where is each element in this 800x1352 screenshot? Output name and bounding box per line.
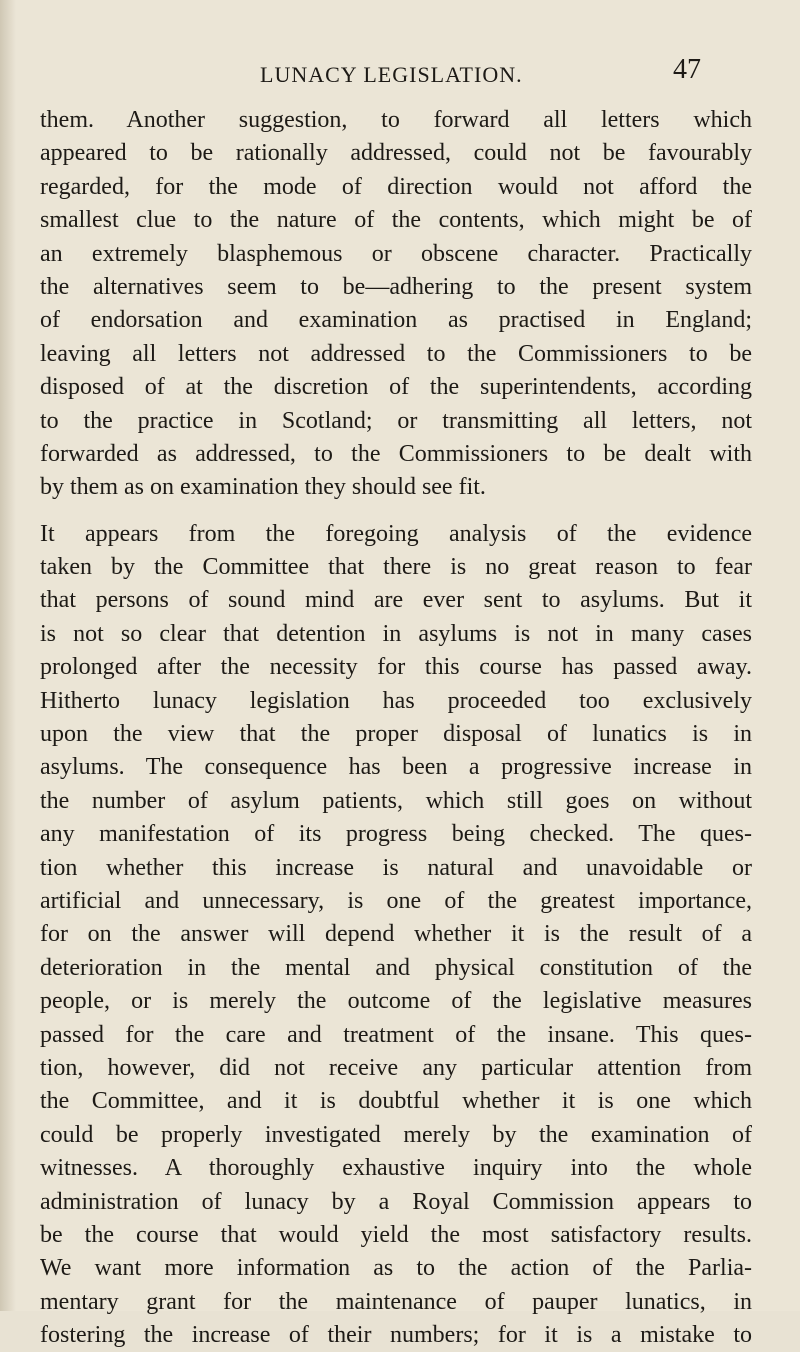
text-line: taken by the Committee that there is no great reason to fear [40, 554, 752, 581]
text-line: people, or is merely the outcome of the legislative measures [40, 988, 752, 1015]
paragraph-2 [40, 518, 752, 1352]
text-line: mentary grant for the maintenance of pauper lunatics, in [40, 1288, 752, 1315]
text-line: the alternatives seem to be—adhering to the present system [40, 273, 752, 300]
text-line: of endorsation and examination as practised in England; [40, 307, 752, 334]
page-number: 47 [673, 54, 701, 85]
text-line: tion whether this increase is natural and unavoidable or [40, 854, 752, 881]
text-line: forwarded as addressed, to the Commissioners to be dealt with [40, 440, 752, 467]
text-line: Hitherto lunacy legislation has proceeded too exclusively [40, 687, 752, 714]
paragraph-1 [40, 104, 752, 505]
text-line: appeared to be rationally addressed, could not be favourably [40, 140, 752, 167]
text-line: is not so clear that detention in asylums is not in many cases [40, 620, 752, 647]
text-line: leaving all letters not addressed to the Commissioners to be [40, 340, 752, 367]
text-line: deterioration in the mental and physical constitution of the [40, 954, 752, 981]
text-line: upon the view that the proper disposal of lunatics is in [40, 721, 752, 748]
body-text [40, 104, 752, 1352]
text-line: regarded, for the mode of direction would not afford the [40, 173, 752, 200]
text-line: We want more information as to the action of the Parlia- [40, 1255, 752, 1282]
text-line: fostering the increase of their numbers; for it is a mistake to [40, 1322, 752, 1349]
text-line: them. Another suggestion, to forward all letters which [40, 107, 752, 133]
text-line: for on the answer will depend whether it is the result of a [40, 921, 752, 948]
text-line: tion, however, did not receive any particular attention from [40, 1054, 752, 1081]
text-line: administration of lunacy by a Royal Commission appears to [40, 1188, 752, 1215]
text-line: passed for the care and treatment of the insane. This ques- [40, 1021, 752, 1048]
text-line: asylums. The consequence has been a progressive increase in [40, 754, 752, 781]
text-line: It appears from the foregoing analysis of the evidence [40, 520, 752, 547]
text-line: any manifestation of its progress being checked. The ques- [40, 821, 752, 848]
text-line: by them as on examination they should see fit. [40, 474, 486, 501]
text-line: that persons of sound mind are ever sent to asylums. But it [40, 587, 752, 614]
text-line: prolonged after the necessity for this course has passed away. [40, 654, 752, 681]
page-gutter-shadow [0, 0, 16, 1311]
paragraph-gap [40, 505, 752, 518]
text-line: an extremely blasphemous or obscene character. Practically [40, 240, 752, 267]
text-line: artificial and unnecessary, is one of the greatest importance, [40, 887, 752, 914]
text-line: smallest clue to the nature of the contents, which might be of [40, 207, 752, 234]
text-line: to the practice in Scotland; or transmitting all letters, not [40, 407, 752, 434]
running-head [0, 54, 800, 92]
text-line: be the course that would yield the most satisfactory results. [40, 1221, 752, 1248]
text-line: witnesses. A thoroughly exhaustive inquiry into the whole [40, 1155, 752, 1182]
text-line: the number of asylum patients, which still goes on without [40, 787, 752, 814]
running-head-title: LUNACY LEGISLATION. [260, 62, 523, 87]
text-line: the Committee, and it is doubtful whether it is one which [40, 1088, 752, 1115]
text-line: could be properly investigated merely by the examination of [40, 1121, 752, 1148]
text-line: disposed of at the discretion of the superintendents, according [40, 374, 752, 401]
